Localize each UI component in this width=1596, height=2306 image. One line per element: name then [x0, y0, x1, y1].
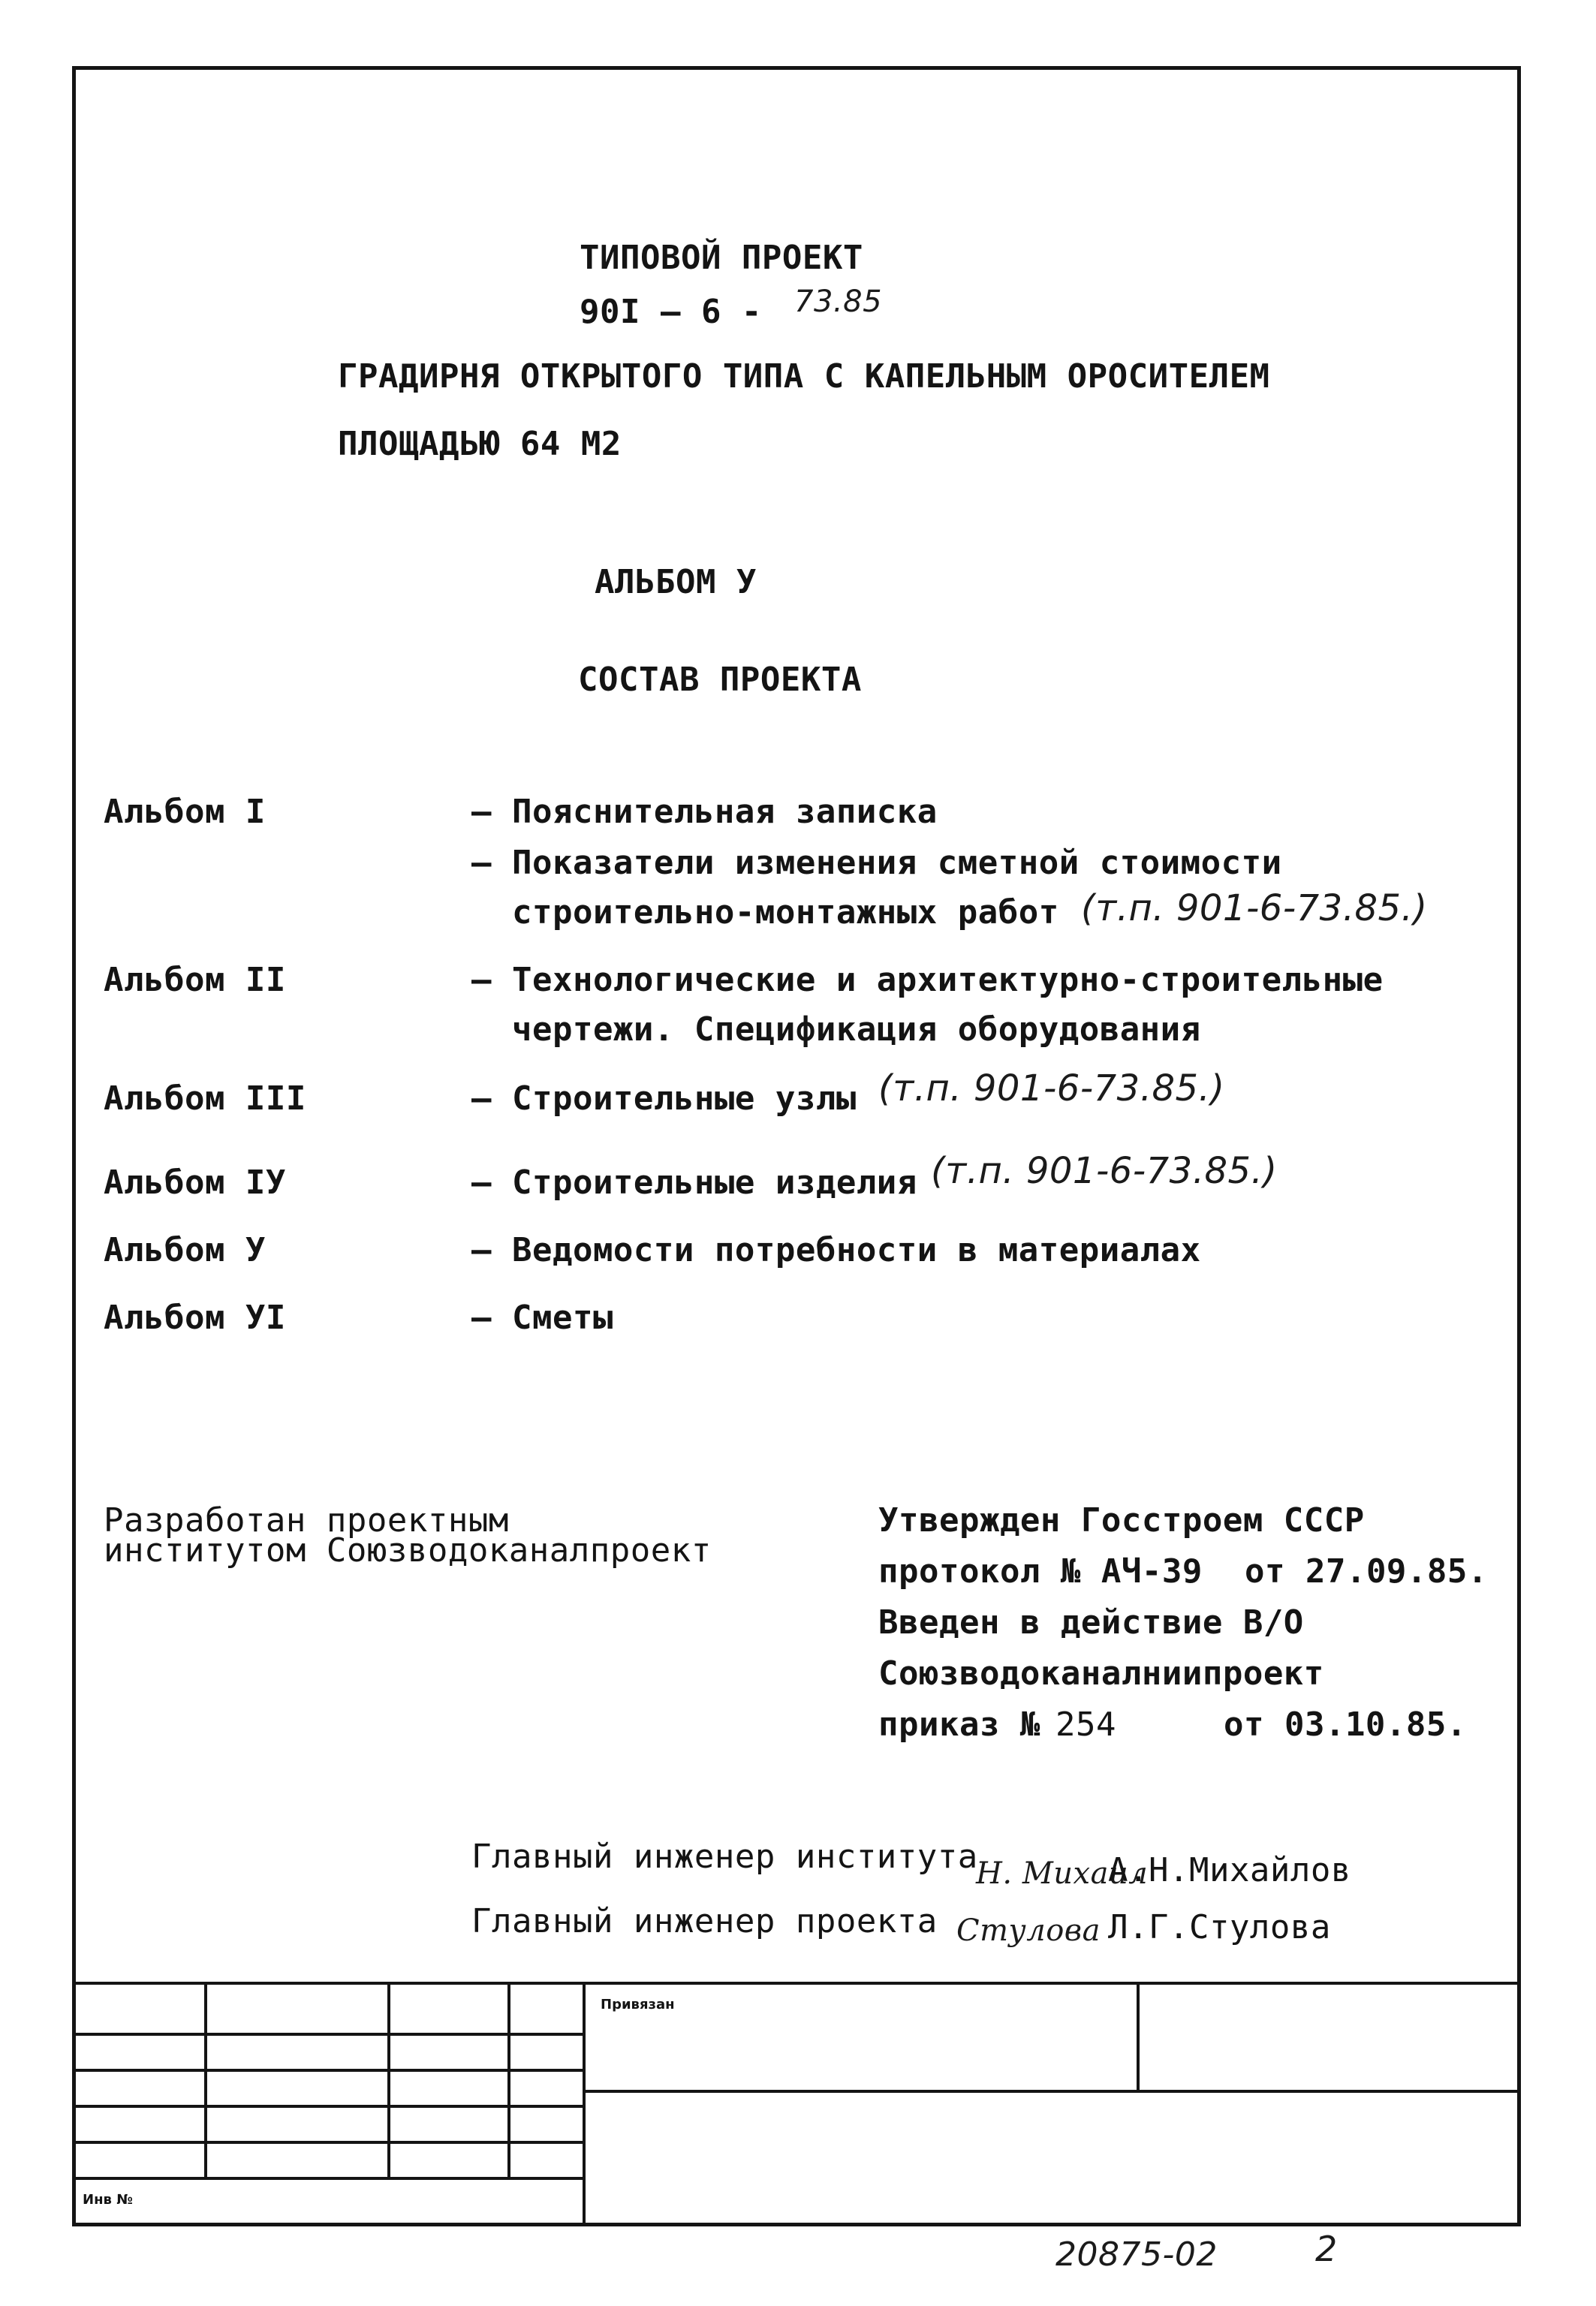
stamp-line [72, 2177, 586, 2180]
stamp-col [583, 1982, 586, 2226]
approval-protocol-date: от 27.09.85. [1245, 1552, 1488, 1591]
contents-item-line: чертежи. Спецификация оборудования [471, 1010, 1201, 1049]
stamp-col [1137, 1982, 1140, 2090]
stamp-col [387, 1982, 390, 2177]
stamp-col [507, 1982, 510, 2177]
chief-institute-name: А.Н.Михайлов [1108, 1851, 1351, 1889]
chief-institute-signature: Н. Михаил [976, 1856, 1149, 1891]
stamp-bound-label: Привязан [601, 1997, 675, 2012]
contents-item-line: – Ведомости потребности в материалах [471, 1231, 1201, 1269]
contents-item-ref: (т.п. 901-6-73.85.) [878, 1067, 1225, 1109]
chief-institute-label: Главный инженер института [471, 1838, 978, 1876]
approval-line1: Утвержден Госстроем СССР [878, 1501, 1365, 1540]
project-subject-line1: ГРАДИРНЯ ОТКРЫТОГО ТИПА С КАПЕЛЬНЫМ ОРОСИТЕЛЕМ [338, 357, 1270, 396]
doc-type-title: ТИПОВОЙ ПРОЕКТ [580, 239, 863, 277]
stamp-col [204, 1982, 207, 2177]
chief-project-label: Главный инженер проекта [471, 1902, 938, 1940]
contents-album-label: Альбом УI [104, 1299, 286, 1337]
contents-item-line: – Технологические и архитектурно-строительные [471, 961, 1384, 999]
album-title: АЛЬБОМ У [595, 563, 757, 601]
stamp-line-mid [583, 2090, 1521, 2093]
project-number-handwritten: 73.85 [794, 284, 883, 319]
approval-line4: Союзводоканалниипроект [878, 1654, 1324, 1693]
footer-page-number: 2 [1315, 2229, 1338, 2269]
contents-album-label: Альбом II [104, 961, 286, 999]
chief-project-signature: Стулова [956, 1913, 1101, 1948]
developer-line1: Разработан проектным [104, 1501, 509, 1540]
developer-line2: институтом Союзводоканалпроект [104, 1531, 712, 1570]
contents-item-line: строительно-монтажных работ [471, 893, 1059, 932]
approval-order-label: приказ № [878, 1705, 1040, 1744]
contents-item-line: – Показатели изменения сметной стоимости [471, 844, 1282, 882]
contents-album-label: Альбом У [104, 1231, 266, 1269]
contents-item-ref: (т.п. 901-6-73.85.) [1081, 887, 1428, 929]
contents-item-line: – Строительные изделия [471, 1164, 917, 1202]
footer-doc-number: 20875-02 [1055, 2235, 1218, 2274]
contents-album-label: Альбом I [104, 793, 266, 831]
chief-project-name: Л.Г.Стулова [1108, 1908, 1331, 1946]
approval-order-number: 254 [1055, 1705, 1116, 1744]
approval-order-date: от 03.10.85. [1224, 1705, 1467, 1744]
contents-album-label: Альбом III [104, 1079, 306, 1118]
project-number-printed: 90I – 6 - [580, 293, 762, 331]
approval-line3: Введен в действие В/О [878, 1603, 1304, 1642]
contents-item-line: – Сметы [471, 1299, 613, 1337]
contents-album-label: Альбом IУ [104, 1164, 286, 1202]
project-subject-line2: ПЛОЩАДЬЮ 64 М2 [338, 425, 622, 463]
contents-item-line: – Пояснительная записка [471, 793, 938, 831]
stamp-line-top [72, 1982, 1521, 1985]
contents-item-line: – Строительные узлы [471, 1079, 857, 1118]
contents-item-ref: (т.п. 901-6-73.85.) [931, 1150, 1278, 1192]
approval-protocol: протокол № АЧ-39 [878, 1552, 1203, 1591]
stamp-inv-label: Инв № [83, 2192, 133, 2208]
contents-title: СОСТАВ ПРОЕКТА [578, 661, 862, 699]
